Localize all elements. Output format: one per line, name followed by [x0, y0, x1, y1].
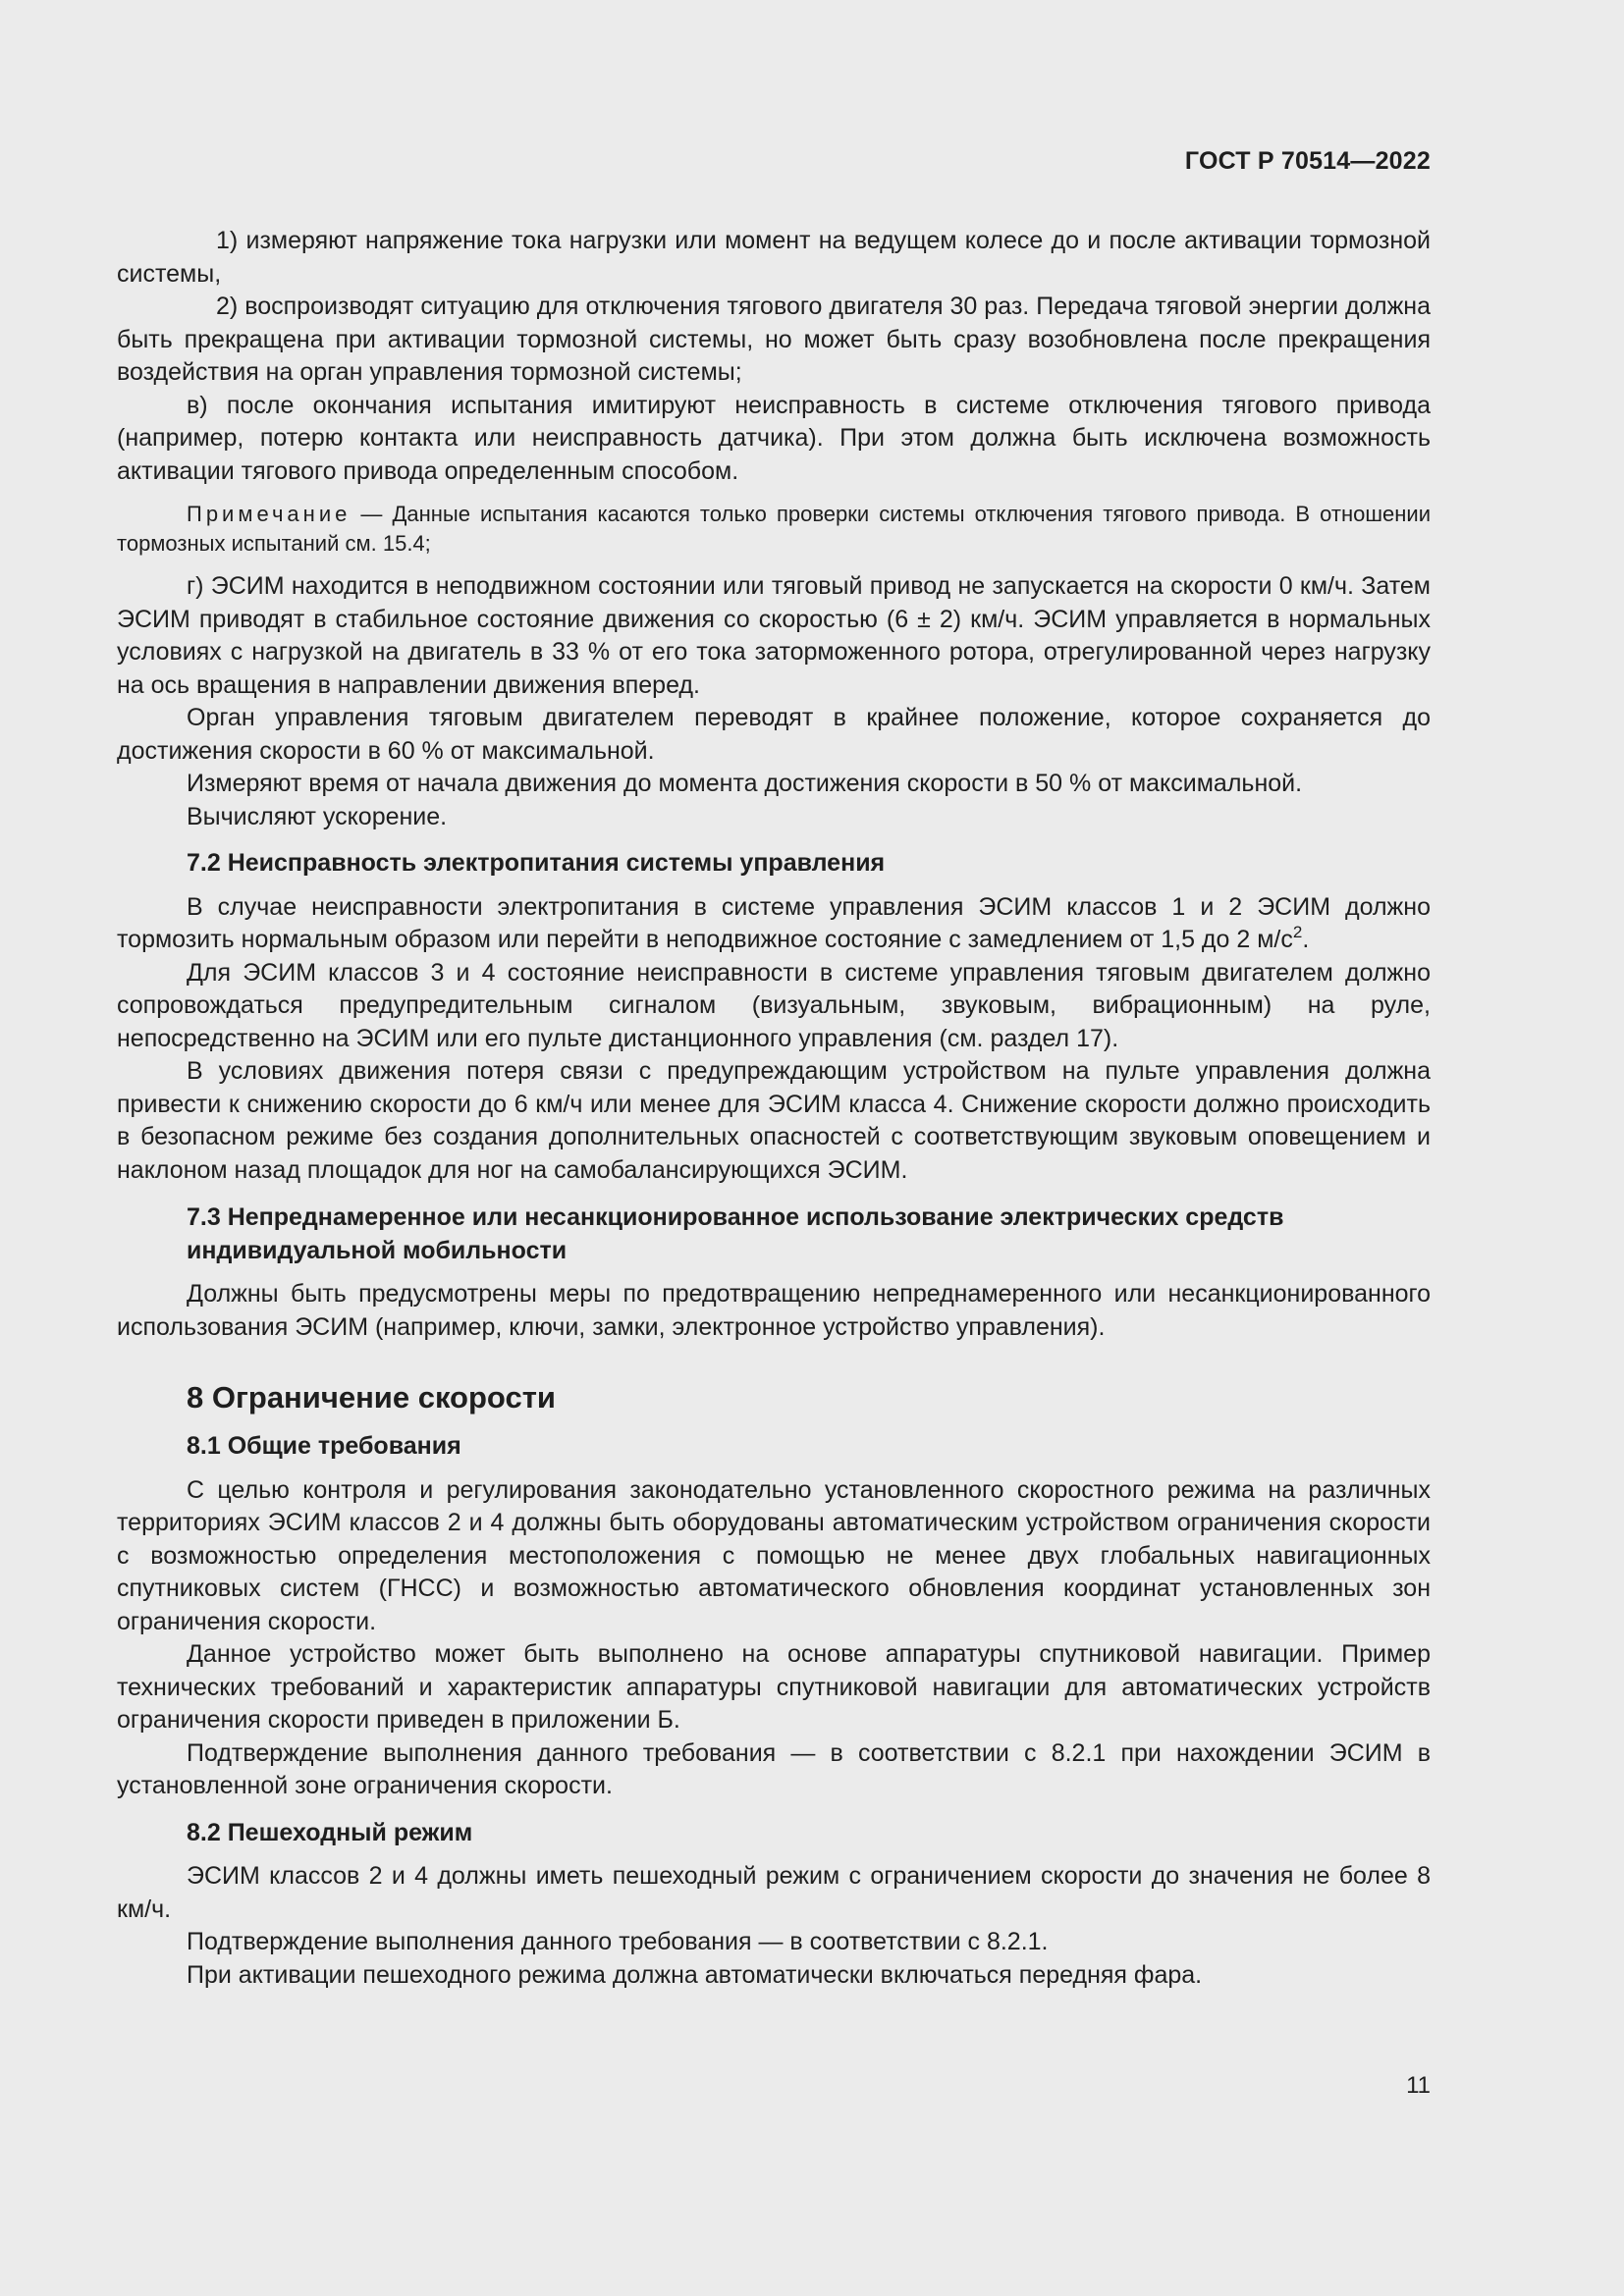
superscript: 2	[1292, 923, 1303, 941]
paragraph-text: В случае неисправности электропитания в системе управления ЭСИМ классов 1 и 2 ЭСИМ должно тормозить нормальным образом или перейти в неподвижное состояние с замедлением от 1,5 до 2 м/с	[117, 892, 1431, 953]
note-label: Примечание	[187, 502, 352, 526]
note-text: — Данные испытания касаются только проверки системы отключения тягового привода. В отношении тормозных испытаний см. 15.4;	[117, 502, 1431, 556]
document-body	[117, 225, 1431, 1992]
chapter-heading-8: 8 Ограничение скорости	[187, 1380, 556, 1415]
paragraph	[117, 891, 1431, 957]
section-heading-8-2: 8.2 Пешеходный режим	[187, 1818, 473, 1846]
document-code-header: ГОСТ Р 70514—2022	[1184, 147, 1431, 175]
paragraph: При активации пешеходного режима должна автоматически включаться передняя фара.	[187, 1960, 1203, 1989]
paragraph: В условиях движения потеря связи с предупреждающим устройством на пульте управления должна привести к снижению скорости до 6 км/ч или менее для ЭСИМ класса 4. Снижение скорости должно происходить в безопасном режиме без создания дополнительных опасностей с соответствующим звуковым оповещением и наклоном назад площадок для ног на самобалансирующихся ЭСИМ.	[117, 1057, 1431, 1184]
list-item-v: в) после окончания испытания имитируют неисправность в системе отключения тягового привода (например, потерю контакта или неисправность датчика). При этом должна быть исключена возможность активации тягового привода определенным способом.	[117, 391, 1431, 485]
paragraph: Вычисляют ускорение.	[187, 802, 448, 830]
paragraph: ЭСИМ классов 2 и 4 должны иметь пешеходный режим с ограничением скорости до значения не более 8 км/ч.	[117, 1862, 1431, 1923]
section-heading-8-1: 8.1 Общие требования	[187, 1432, 461, 1460]
list-item-1: 1) измеряют напряжение тока нагрузки или момент на ведущем колесе до и после активации тормозной системы,	[117, 227, 1431, 288]
paragraph: Данное устройство может быть выполнено на основе аппаратуры спутниковой навигации. Пример технических требований и характеристик аппаратуры спутниковой навигации для автоматических устройств ограничения скорости приведен в приложении Б.	[117, 1640, 1431, 1734]
paragraph: Измеряют время от начала движения до момента достижения скорости в 50 % от максимальной.	[187, 770, 1303, 797]
paragraph: Орган управления тяговым двигателем переводят в крайнее положение, которое сохраняется до достижения скорости в 60 % от максимальной.	[117, 704, 1431, 765]
paragraph: Подтверждение выполнения данного требования — в соответствии с 8.2.1.	[187, 1928, 1049, 1955]
list-item-2: 2) воспроизводят ситуацию для отключения тягового двигателя 30 раз. Передача тяговой энергии должна быть прекращена при активации тормозной системы, но может быть сразу возобновлена после прекращения воздействия на орган управления тормозной системы;	[117, 293, 1431, 386]
section-heading-7-2: 7.2 Неисправность электропитания системы управления	[187, 849, 886, 877]
paragraph: Для ЭСИМ классов 3 и 4 состояние неисправности в системе управления тяговым двигателем должно сопровождаться предупредительным сигналом (визуальным, звуковым, вибрационным) на руле, непосредственно на ЭСИМ или его пульте дистанционного управления (см. раздел 17).	[117, 958, 1431, 1052]
paragraph: Должны быть предусмотрены меры по предотвращению непреднамеренного или несанкционированного использования ЭСИМ (например, ключи, замки, электронное устройство управления).	[117, 1280, 1431, 1341]
note-paragraph	[117, 500, 1431, 559]
list-item-g: г) ЭСИМ находится в неподвижном состоянии или тяговый привод не запускается на скорости 0 км/ч. Затем ЭСИМ приводят в стабильное состояние движения со скоростью (6 ± 2) км/ч. ЭСИМ управляется в нормальных условиях с нагрузкой на двигатель в 33 % от его тока заторможенного ротора, отрегулированной через нагрузку на ось вращения в направлении движения вперед.	[117, 572, 1431, 699]
paragraph: С целью контроля и регулирования законодательно установленного скоростного режима на различных территориях ЭСИМ классов 2 и 4 должны быть оборудованы автоматическим устройством ограничения скорости с возможностью определения местоположения с помощью не менее двух глобальных навигационных спутниковых систем (ГНСС) и возможностью автоматического обновления координат установленных зон ограничения скорости.	[117, 1475, 1431, 1635]
page-number: 11	[1406, 2072, 1431, 2099]
section-heading-7-3: 7.3 Непреднамеренное или несанкционированное использование электрических средств индивидуальной мобильности	[187, 1203, 1284, 1264]
paragraph: Подтверждение выполнения данного требования — в соответствии с 8.2.1 при нахождении ЭСИМ в установленной зоне ограничения скорости.	[117, 1738, 1431, 1799]
paragraph-end: .	[1302, 926, 1310, 953]
